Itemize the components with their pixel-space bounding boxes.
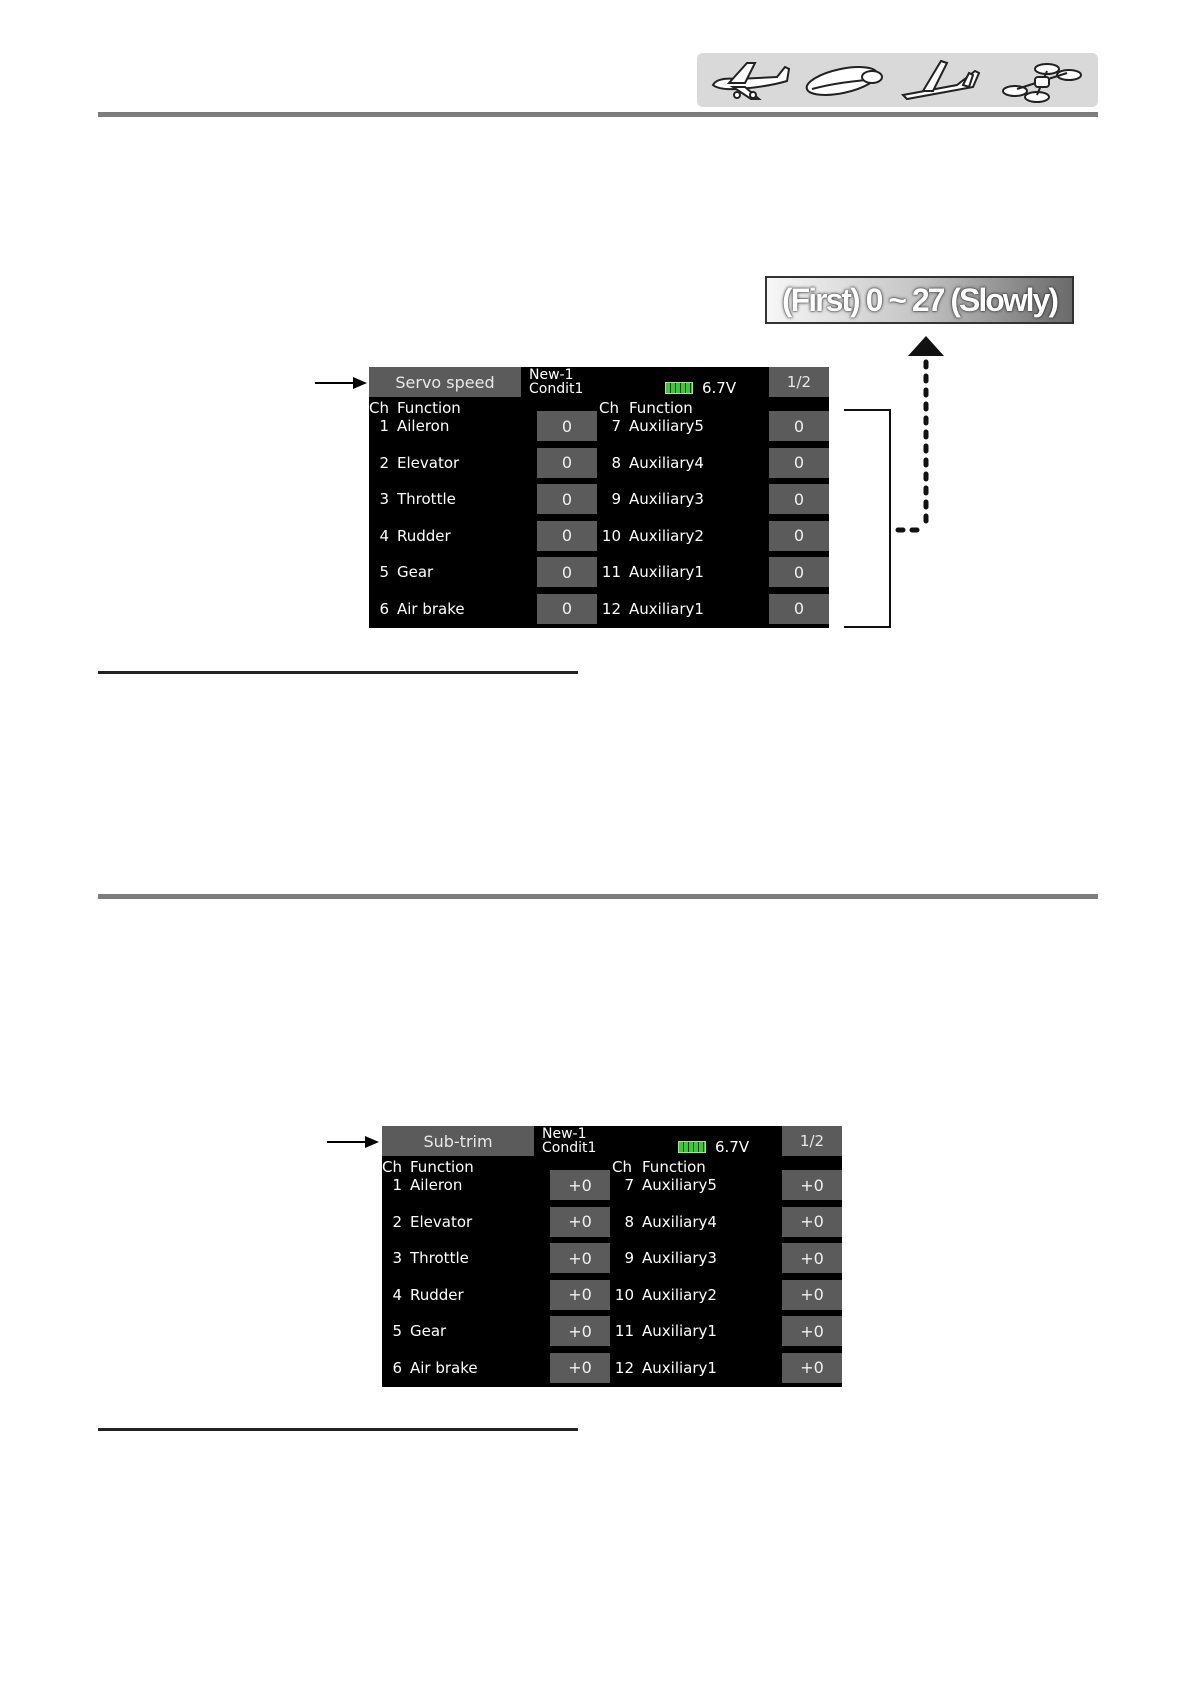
function-name: Auxiliary4: [629, 453, 704, 472]
range-connector: [830, 336, 960, 636]
value-button[interactable]: +0: [550, 1243, 610, 1273]
value-button[interactable]: 0: [537, 448, 597, 478]
value-button[interactable]: +0: [550, 1170, 610, 1200]
airplane-icon: [707, 57, 793, 103]
table-row: [369, 484, 829, 514]
value-button[interactable]: 0: [537, 557, 597, 587]
channel-number: 4: [379, 526, 389, 545]
table-row: [382, 1316, 842, 1346]
value-button[interactable]: 0: [537, 411, 597, 441]
channel-number: 5: [379, 563, 389, 581]
table-row: [369, 411, 829, 441]
channel-number: 4: [392, 1285, 402, 1304]
channel-number: 6: [379, 599, 389, 618]
value-button[interactable]: +0: [550, 1280, 610, 1310]
function-name: Air brake: [410, 1358, 478, 1377]
channel-number: 1: [379, 417, 389, 435]
function-name: Air brake: [397, 599, 465, 618]
channel-number: 2: [379, 453, 389, 472]
value-button[interactable]: 0: [769, 448, 829, 478]
table-row: [382, 1170, 842, 1200]
channel-number: 10: [614, 1285, 634, 1304]
channel-number: 9: [611, 490, 621, 508]
value-button[interactable]: +0: [782, 1207, 842, 1237]
channel-number: 10: [601, 526, 621, 545]
channel-number: 3: [392, 1249, 402, 1267]
value-button[interactable]: 0: [769, 521, 829, 551]
section-divider: [98, 112, 1098, 117]
pointer-arrow: [327, 1141, 367, 1143]
voltage-readout: 6.7V: [715, 1138, 750, 1156]
table-row: [369, 557, 829, 587]
screen-title[interactable]: Servo speed: [369, 367, 521, 397]
function-name: Throttle: [410, 1249, 469, 1267]
function-name: Gear: [397, 563, 434, 581]
col-header-ch: Ch: [382, 1158, 402, 1176]
function-name: Throttle: [397, 490, 456, 508]
channel-number: 7: [611, 417, 621, 435]
value-button[interactable]: 0: [769, 594, 829, 624]
function-name: Auxiliary5: [642, 1176, 717, 1194]
value-button[interactable]: 0: [769, 557, 829, 587]
channel-number: 2: [392, 1212, 402, 1231]
channel-number: 8: [611, 453, 621, 472]
channel-number: 7: [624, 1176, 634, 1194]
function-name: Auxiliary2: [629, 526, 704, 545]
value-button[interactable]: +0: [782, 1316, 842, 1346]
battery-icon: [665, 382, 693, 394]
range-badge: [765, 276, 1074, 324]
channel-number: 6: [392, 1358, 402, 1377]
channel-number: 12: [601, 599, 621, 618]
function-name: Auxiliary1: [642, 1322, 717, 1340]
channel-number: 1: [392, 1176, 402, 1194]
value-button[interactable]: +0: [550, 1353, 610, 1383]
function-name: Auxiliary3: [642, 1249, 717, 1267]
page-button[interactable]: 1/2: [769, 367, 829, 397]
model-info: [529, 368, 583, 396]
value-button[interactable]: +0: [782, 1243, 842, 1273]
channel-number: 9: [624, 1249, 634, 1267]
table-row: [382, 1207, 842, 1237]
range-badge-text: (First) 0 ~ 27 (Slowly): [782, 281, 1057, 318]
value-button[interactable]: +0: [782, 1353, 842, 1383]
table-row: [382, 1280, 842, 1310]
col-header-function: Function: [397, 399, 461, 417]
channel-number: 8: [624, 1212, 634, 1231]
pointer-arrow-head: [365, 1136, 379, 1148]
col-header-ch: Ch: [599, 399, 619, 417]
function-name: Rudder: [397, 526, 451, 545]
model-name: New-1: [529, 367, 574, 383]
page-button[interactable]: 1/2: [782, 1126, 842, 1156]
table-row: [382, 1243, 842, 1273]
function-name: Aileron: [410, 1176, 463, 1194]
value-button[interactable]: 0: [537, 521, 597, 551]
value-button[interactable]: +0: [782, 1280, 842, 1310]
model-info: [542, 1127, 596, 1155]
section-divider: [98, 894, 1098, 899]
subsection-rule: [98, 671, 578, 674]
function-name: Auxiliary5: [629, 417, 704, 435]
value-button[interactable]: 0: [769, 411, 829, 441]
channel-number: 11: [601, 563, 621, 581]
channel-number: 12: [614, 1358, 634, 1377]
voltage-readout: 6.7V: [702, 379, 737, 397]
condition-name: Condit1: [529, 381, 584, 397]
col-header-function: Function: [410, 1158, 474, 1176]
table-row: [369, 521, 829, 551]
channel-number: 3: [379, 490, 389, 508]
table-row: [369, 594, 829, 624]
value-button[interactable]: +0: [550, 1316, 610, 1346]
function-name: Auxiliary4: [642, 1212, 717, 1231]
pointer-arrow-head: [353, 377, 367, 389]
function-name: Auxiliary3: [629, 490, 704, 508]
pointer-arrow: [315, 382, 355, 384]
sub-trim-screen: [382, 1126, 842, 1387]
function-name: Gear: [410, 1322, 447, 1340]
function-name: Auxiliary1: [642, 1358, 717, 1377]
model-name: New-1: [542, 1126, 587, 1142]
function-name: Elevator: [397, 453, 460, 472]
col-header-function: Function: [629, 399, 693, 417]
screen-title[interactable]: Sub-trim: [382, 1126, 534, 1156]
multicopter-icon: [997, 57, 1083, 103]
value-button[interactable]: 0: [769, 484, 829, 514]
col-header-function: Function: [642, 1158, 706, 1176]
value-button[interactable]: 0: [537, 484, 597, 514]
sailplane-icon: [897, 57, 983, 103]
servo-speed-screen: [369, 367, 829, 628]
function-name: Auxiliary1: [629, 599, 704, 618]
function-name: Auxiliary1: [629, 563, 704, 581]
function-name: Aileron: [397, 417, 450, 435]
col-header-ch: Ch: [612, 1158, 632, 1176]
table-row: [369, 448, 829, 478]
value-button[interactable]: +0: [782, 1170, 842, 1200]
value-button[interactable]: 0: [537, 594, 597, 624]
subsection-rule: [98, 1428, 578, 1431]
function-name: Auxiliary2: [642, 1285, 717, 1304]
function-name: Rudder: [410, 1285, 464, 1304]
col-header-ch: Ch: [369, 399, 389, 417]
channel-number: 5: [392, 1322, 402, 1340]
glider-icon: [802, 57, 888, 103]
model-type-icon-strip: [697, 53, 1098, 107]
function-name: Elevator: [410, 1212, 473, 1231]
channel-number: 11: [614, 1322, 634, 1340]
table-row: [382, 1353, 842, 1383]
battery-icon: [678, 1141, 706, 1153]
value-button[interactable]: +0: [550, 1207, 610, 1237]
condition-name: Condit1: [542, 1140, 597, 1156]
